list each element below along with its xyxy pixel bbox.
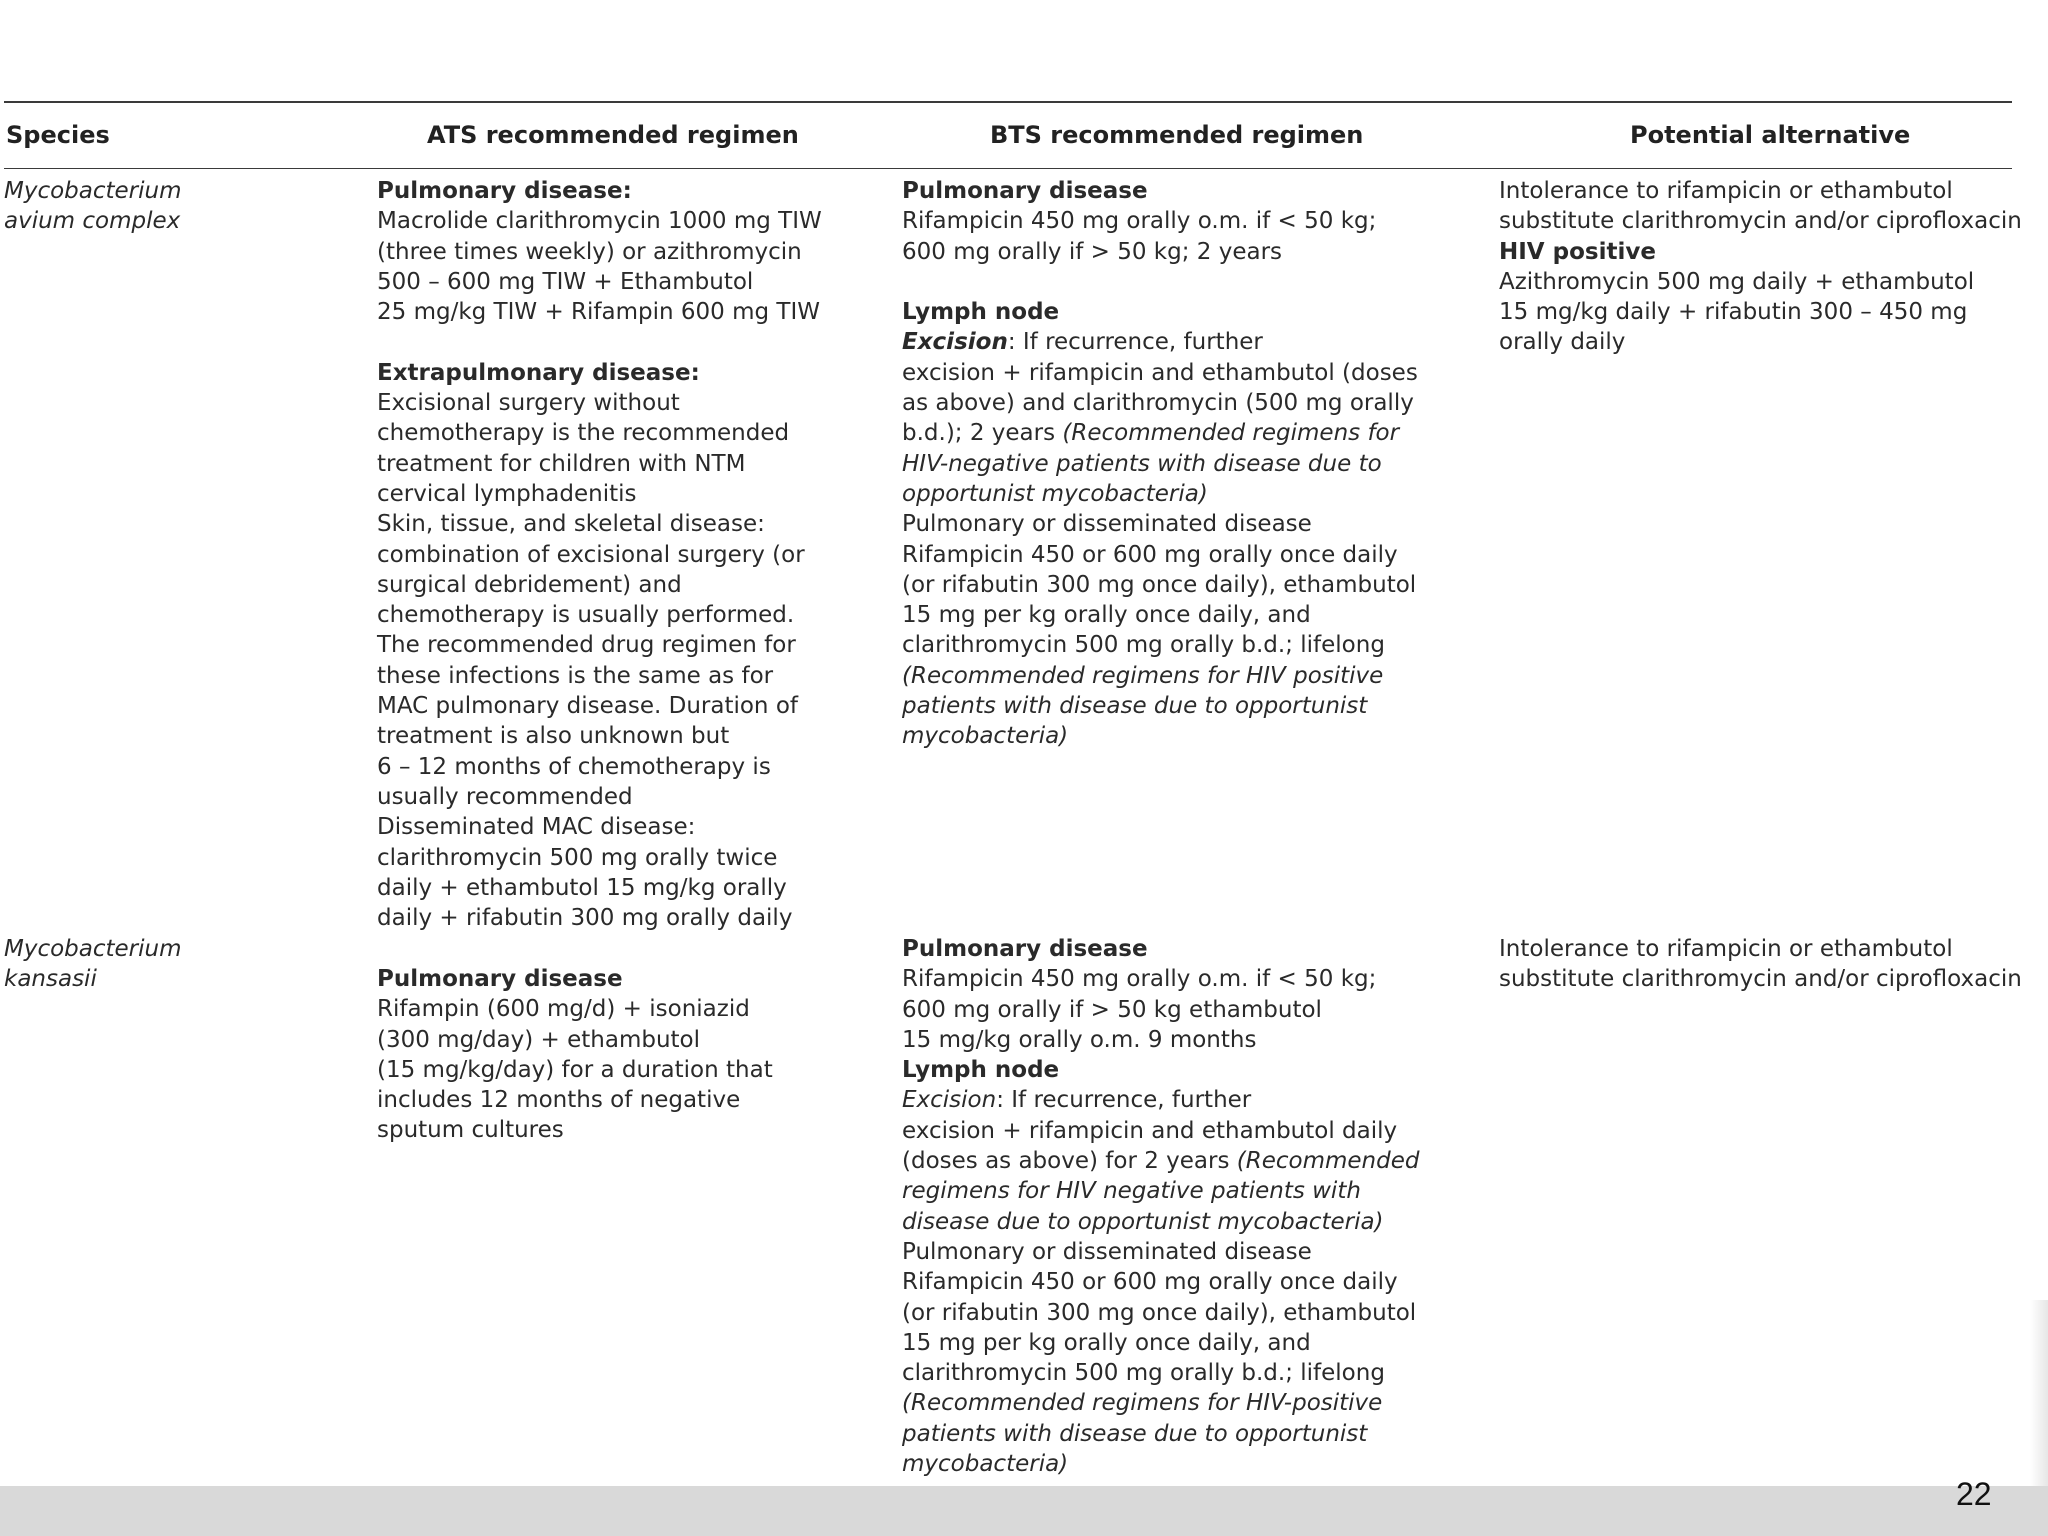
text-line: (Recommended regimens for HIV-positive [902, 1390, 1383, 1417]
text-line: disease due to opportunist mycobacteria) [902, 1208, 1384, 1235]
header-bts: BTS recommended regimen [990, 121, 1364, 149]
text-line: daily + ethambutol 15 mg/kg orally [377, 874, 787, 901]
text-line: includes 12 months of negative [377, 1087, 741, 1114]
row1-bts [902, 176, 1418, 752]
text-line: Rifampicin 450 or 600 mg orally once daily [902, 541, 1398, 568]
text-line: 15 mg/kg daily + rifabutin 300 – 450 mg [1499, 299, 1968, 326]
text-line: Pulmonary or disseminated disease [902, 1238, 1312, 1265]
text-line: sputum cultures [377, 1117, 564, 1144]
text-line: opportunist mycobacteria) [902, 480, 1208, 507]
text-line: mycobacteria) [902, 1451, 1069, 1478]
text-line: these infections is the same as for [377, 662, 774, 689]
text-line: (three times weekly) or azithromycin [377, 238, 802, 265]
text-line: Pulmonary or disseminated disease [902, 511, 1312, 538]
text-line: patients with disease due to opportunist [902, 1420, 1368, 1447]
bottom-band [0, 1486, 2048, 1536]
text-line: Intolerance to rifampicin or ethambutol [1499, 936, 1953, 962]
species-line: avium complex [4, 208, 181, 235]
text-line: 500 – 600 mg TIW + Ethambutol [377, 268, 754, 295]
text-line: Disseminated MAC disease: [377, 814, 696, 841]
table-top-rule [4, 101, 2012, 103]
text-line: orally daily [1499, 329, 1626, 356]
page-number: 22 [1956, 1476, 1992, 1512]
hiv-positive-heading: HIV positive [1499, 238, 1656, 265]
text-line: mycobacteria) [902, 723, 1069, 750]
row1-species [4, 176, 182, 237]
text-line: substitute clarithromycin and/or ciprofloxacin [1499, 208, 2022, 235]
row2-bts [902, 934, 1419, 1479]
text-line: Excisional surgery without [377, 390, 680, 417]
text-line: Rifampicin 450 mg orally o.m. if < 50 kg; [902, 966, 1377, 993]
text-line: combination of excisional surgery (or [377, 541, 805, 568]
text-line: regimens for HIV negative patients with [902, 1178, 1361, 1205]
text-line: Excision: If recurrence, further [902, 329, 1263, 356]
species-line: kansasii [4, 966, 97, 993]
text-line: substitute clarithromycin and/or ciprofloxacin [1499, 966, 2022, 993]
text-line: Intolerance to rifampicin or ethambutol [1499, 178, 1953, 204]
text-line: patients with disease due to opportunist [902, 693, 1368, 720]
row2-alternative [1499, 934, 2022, 995]
row2-species [4, 934, 182, 995]
row1-ats [377, 176, 822, 933]
text-line: cervical lymphadenitis [377, 480, 637, 507]
text-line: Rifampicin 450 or 600 mg orally once daily [902, 1269, 1398, 1296]
header-alternative: Potential alternative [1630, 121, 1911, 149]
row2-ats [377, 964, 773, 1146]
text-line: The recommended drug regimen for [377, 632, 796, 659]
text-line: Excision: If recurrence, further [902, 1087, 1252, 1114]
text-line: 6 – 12 months of chemotherapy is [377, 753, 771, 780]
text-line: as above) and clarithromycin (500 mg orally [902, 390, 1414, 417]
text-line: 600 mg orally if > 50 kg; 2 years [902, 238, 1283, 265]
species-line: Mycobacterium [4, 178, 182, 204]
text-line: 25 mg/kg TIW + Rifampin 600 mg TIW [377, 299, 820, 326]
text-line: clarithromycin 500 mg orally b.d.; lifelong [902, 632, 1385, 659]
text-line: treatment is also unknown but [377, 723, 730, 750]
text-line: 15 mg per kg orally once daily, and [902, 602, 1311, 629]
text-line: usually recommended [377, 783, 633, 810]
excision-label: Excision [902, 1087, 997, 1114]
text-line: Macrolide clarithromycin 1000 mg TIW [377, 208, 822, 235]
text-line: treatment for children with NTM [377, 450, 746, 477]
header-species: Species [6, 121, 110, 149]
bts-lymph-node-heading: Lymph node [902, 299, 1060, 326]
bts-pulmonary-heading: Pulmonary disease [902, 178, 1148, 204]
ats-pulmonary-heading: Pulmonary disease [377, 966, 623, 992]
text-line: (Recommended regimens for HIV positive [902, 662, 1384, 689]
text-line: (300 mg/day) + ethambutol [377, 1026, 701, 1053]
text-line: (or rifabutin 300 mg once daily), ethambutol [902, 571, 1417, 598]
text-line: (15 mg/kg/day) for a duration that [377, 1056, 773, 1083]
excision-label: Excision [902, 329, 1008, 356]
row1-alternative [1499, 176, 2022, 358]
text-line: b.d.); 2 years (Recommended regimens for [902, 420, 1400, 447]
text-line: (or rifabutin 300 mg once daily), ethambutol [902, 1299, 1417, 1326]
text-line: 600 mg orally if > 50 kg ethambutol [902, 996, 1322, 1023]
text-line: Skin, tissue, and skeletal disease: [377, 511, 765, 538]
text-line: chemotherapy is the recommended [377, 420, 790, 447]
text-line: excision + rifampicin and ethambutol daily [902, 1117, 1398, 1144]
text-line: MAC pulmonary disease. Duration of [377, 693, 798, 720]
text-line: Rifampicin 450 mg orally o.m. if < 50 kg; [902, 208, 1377, 235]
species-line: Mycobacterium [4, 936, 182, 962]
text-line: excision + rifampicin and ethambutol (doses [902, 359, 1418, 386]
bts-pulmonary-heading: Pulmonary disease [902, 936, 1148, 962]
bts-lymph-node-heading: Lymph node [902, 1057, 1060, 1084]
ats-pulmonary-heading: Pulmonary disease: [377, 178, 632, 204]
text-line: 15 mg per kg orally once daily, and [902, 1329, 1311, 1356]
text-line: (doses as above) for 2 years (Recommended [902, 1148, 1420, 1175]
text-line: Azithromycin 500 mg daily + ethambutol [1499, 268, 1975, 295]
table-header-rule [4, 168, 2012, 169]
edge-shadow [2030, 1300, 2048, 1486]
text-line: HIV-negative patients with disease due to [902, 450, 1382, 477]
text-line: chemotherapy is usually performed. [377, 602, 795, 629]
text-line: surgical debridement) and [377, 571, 682, 598]
ats-extrapulmonary-heading: Extrapulmonary disease: [377, 359, 700, 386]
text-line: clarithromycin 500 mg orally b.d.; lifelong [902, 1360, 1385, 1387]
text-line: clarithromycin 500 mg orally twice [377, 844, 778, 871]
text-line: daily + rifabutin 300 mg orally daily [377, 905, 793, 932]
text-line: 15 mg/kg orally o.m. 9 months [902, 1026, 1257, 1053]
text-line: Rifampin (600 mg/d) + isoniazid [377, 996, 750, 1023]
header-ats: ATS recommended regimen [427, 121, 799, 149]
